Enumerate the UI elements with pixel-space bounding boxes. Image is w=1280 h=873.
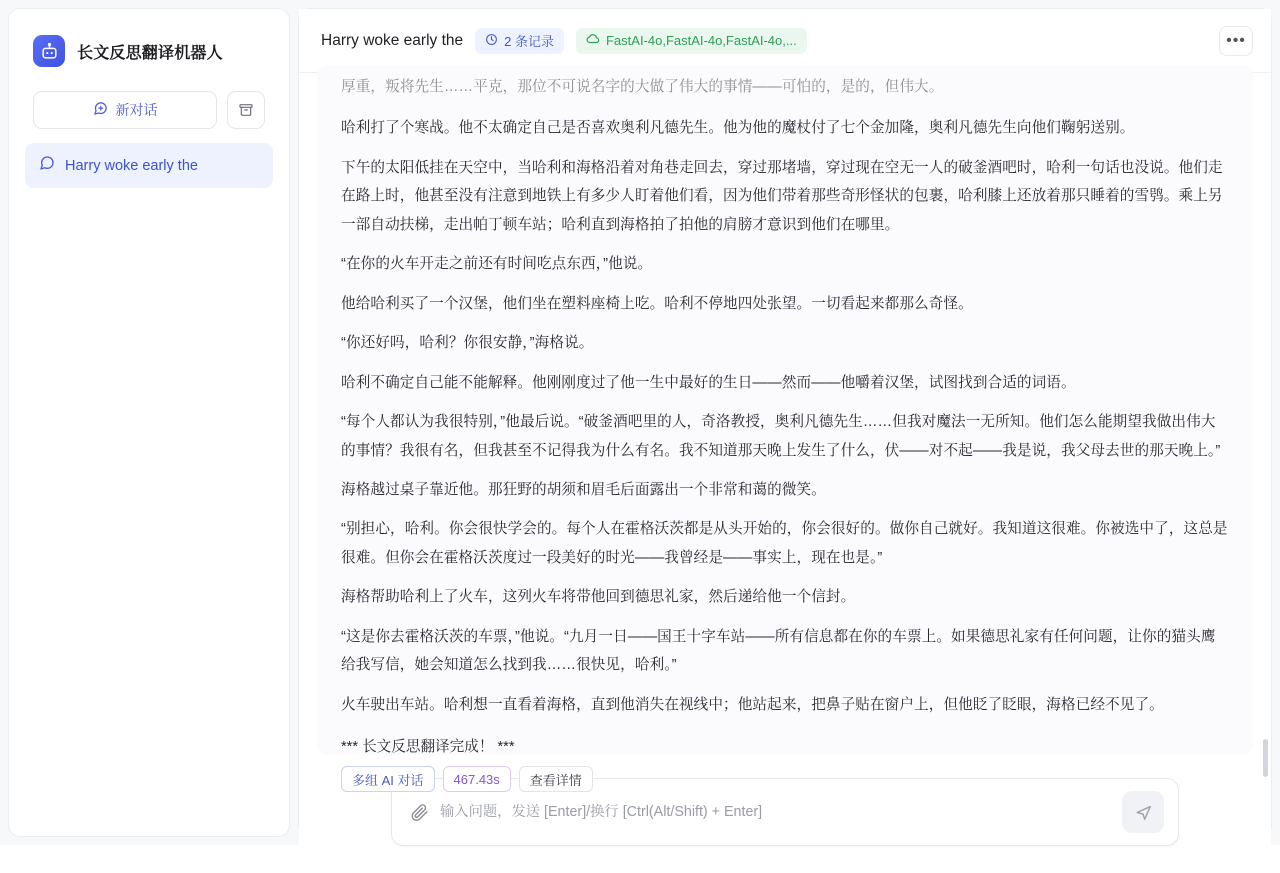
ellipsis-icon: •••: [1226, 31, 1246, 49]
brand-title: 长文反思翻译机器人: [77, 44, 223, 62]
multi-ai-label: 多组 AI 对话: [352, 772, 424, 788]
duration-label: 467.43s: [453, 771, 500, 787]
message-paragraph: “别担心，哈利。你会很快学会的。每个人在霍格沃茨都是从头开始的，你会很好的。做你自己就好。我知道这很难。你被选中了，这总是很难。但你会在霍格沃茨度过一段美好的时光——我曾经是——事实上，现在也是。”: [341, 521, 1228, 566]
message-paragraph: 海格越过桌子靠近他。那狂野的胡须和眉毛后面露出一个非常和蔼的微笑。: [341, 481, 826, 498]
page-title: Harry woke early the: [321, 31, 464, 49]
brand: [9, 9, 289, 85]
new-chat-row: [9, 85, 289, 129]
list-item[interactable]: [25, 143, 273, 188]
assistant-message: [317, 65, 1253, 788]
message-paragraph: “每个人都认为我很特别，”他最后说。“破釜酒吧里的人，奇洛教授，奥利凡德先生……但我对魔法一无所知。他们怎么能期望我做出伟大的事情？我很有名，但我甚至不记得我为什么有名。我不知道那天晚上发生了什么，伏——对不起——我是说，我父母去世的那天晚上。”: [341, 414, 1221, 459]
more-options-button[interactable]: [1219, 26, 1253, 56]
chat-plus-icon: [93, 101, 108, 119]
vertical-scrollbar[interactable]: [1263, 739, 1268, 777]
conversation-list: [9, 129, 289, 188]
message-paragraph: 下午的太阳低挂在天空中，当哈利和海格沿着对角巷走回去，穿过那堵墙，穿过现在空无一人的破釜酒吧时，哈利一句话也没说。他们走在路上时，他甚至没有注意到地铁上有多少人盯着他们看，因为他们带着那些奇形怪状的包裹，哈利膝上还放着那只睡着的雪鸮。乘上另一部自动扶梯，走出帕丁顿车站；哈利直到海格拍了拍他的肩膀才意识到他们在哪里。: [341, 159, 1223, 233]
message-paragraph: 厚重，叛将先生……平克，那位不可说名字的大做了伟大的事情——可怕的，是的，但伟大。: [341, 79, 944, 95]
message-scroll-area[interactable]: [299, 73, 1271, 788]
send-button[interactable]: [1122, 791, 1164, 833]
records-badge[interactable]: [475, 28, 564, 54]
records-badge-label: 2 条记录: [504, 34, 554, 49]
main-panel: [298, 8, 1272, 837]
models-badge-label: FastAI-4o,FastAI-4o,FastAI-4o,...: [605, 33, 797, 48]
view-details-label: 查看详情: [529, 772, 582, 788]
message-paragraph: “在你的火车开走之前还有时间吃点东西，”他说。: [341, 256, 653, 273]
message-paragraph: “你还好吗，哈利？你很安静，”海格说。: [341, 335, 594, 352]
completion-text: *** 长文反思翻译完成！ ***: [341, 739, 515, 756]
archive-icon[interactable]: [227, 91, 265, 129]
robot-icon: [33, 35, 65, 67]
message-paragraph: 火车驶出车站。哈利想一直看着海格，直到他消失在视线中；他站起来，把鼻子贴在窗户上，但他眨了眨眼，海格已经不见了。: [341, 696, 1164, 713]
models-badge[interactable]: [576, 28, 807, 54]
message-paragraph: “这是你去霍格沃茨的车票，”他说。“九月一日——国王十字车站——所有信息都在你的车票上。如果德思礼家有任何问题，让你的猫头鹰给我写信，她会知道怎么找到我……很快见，哈利。”: [341, 628, 1216, 674]
top-bar: [299, 9, 1271, 73]
message-meta-row: [341, 766, 1229, 792]
conversation-title: Harry woke early the: [65, 157, 198, 174]
new-chat-button[interactable]: [33, 91, 217, 129]
clock-icon: [485, 33, 498, 49]
multi-ai-badge[interactable]: [341, 766, 435, 792]
message-paragraph: 海格帮助哈利上了火车，这列火车将带他回到德思礼家，然后递给他一个信封。: [341, 589, 856, 606]
cloud-icon: [586, 32, 600, 49]
sidebar: [8, 8, 290, 837]
message-paragraph: 哈利不确定自己能不能解释。他刚刚度过了他一生中最好的生日——然而——他嚼着汉堡，试图找到合适的词语。: [341, 374, 1076, 391]
message-paragraph: 哈利打了个寒战。他不太确定自己是否喜欢奥利凡德先生。他为他的魔杖付了七个金加隆，奥利凡德先生向他们鞠躬送别。: [341, 120, 1135, 137]
new-chat-label: 新对话: [115, 102, 158, 118]
paperclip-icon[interactable]: [406, 799, 432, 825]
message-paragraph: 他给哈利买了一个汉堡，他们坐在塑料座椅上吃。哈利不停地四处张望。一切看起来都那么奇怪。: [341, 295, 973, 312]
message-input[interactable]: [432, 804, 1122, 820]
view-details-button[interactable]: [519, 766, 593, 792]
chat-bubble-icon: [39, 155, 55, 176]
duration-badge[interactable]: [443, 766, 511, 792]
